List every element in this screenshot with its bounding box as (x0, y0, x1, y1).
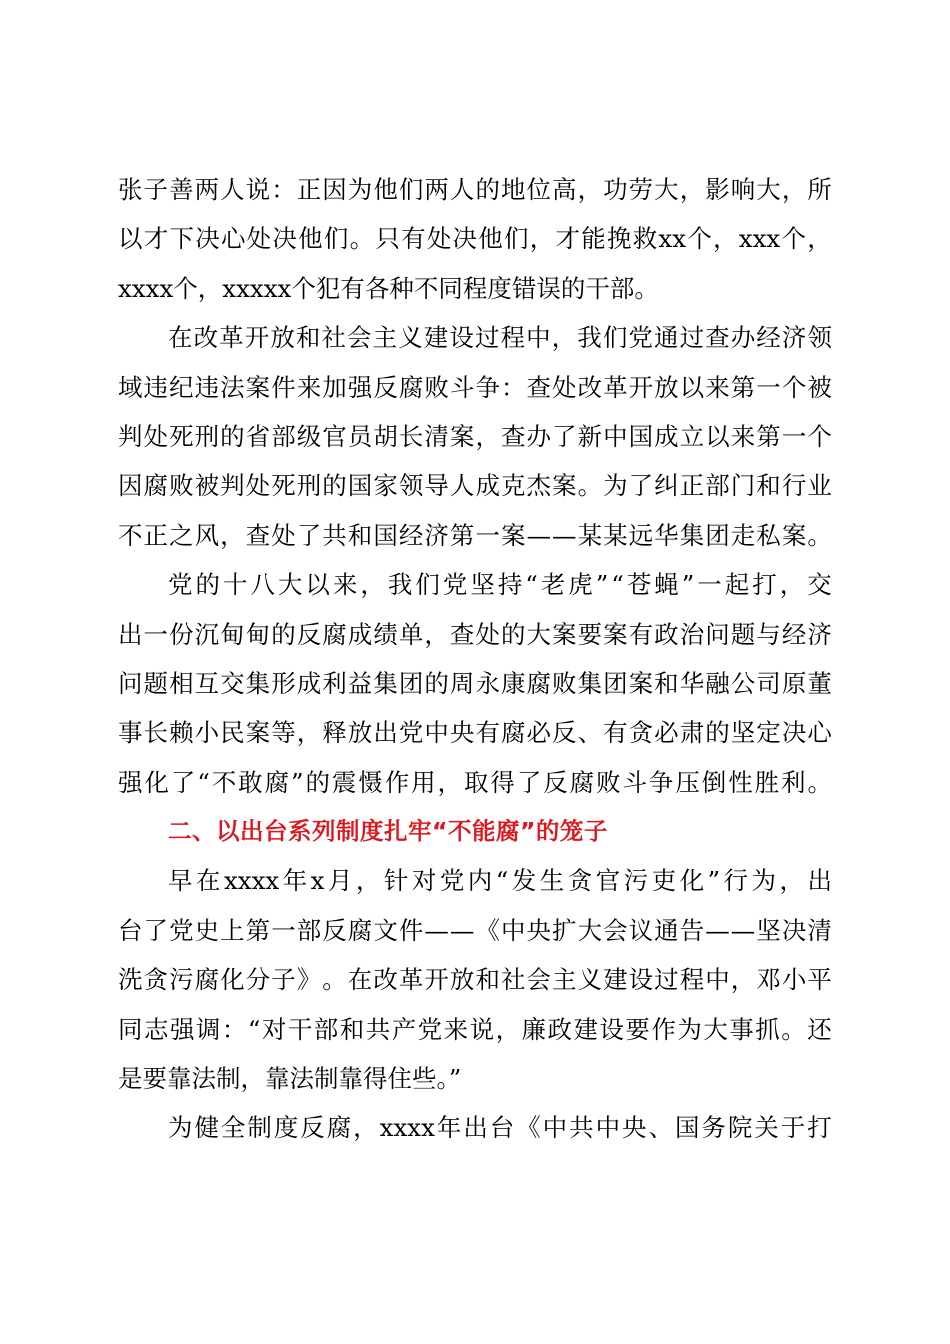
text-line: xxxx个，xxxxx个犯有各种不同程度错误的干部。 (118, 273, 659, 303)
text-line: 出 一 份 沉 甸 甸 的 反 腐 成 绩 单 ， 查 处 的 大 案 要 案 有 政 治 问 题 与 经 济 (118, 619, 832, 649)
text-line: 党 的 十 八 大 以 来 ， 我 们 党 坚 持 “ 老 虎 ” “ 苍 蝇 ” 一 起 打 ， 交 (168, 570, 832, 600)
paragraph (118, 165, 832, 313)
text-line: 强 化 了 “ 不 敢 腐 ” 的 震 慑 作 用 ， 取 得 了 反 腐 败 斗 争 压 倒 性 胜 利 。 (118, 767, 832, 797)
text-line: 问 题 相 互 交 集 形 成 利 益 集 团 的 周 永 康 腐 败 集 团 案 和 华 融 公 司 原 董 (118, 668, 832, 698)
text-line: 早 在 xxxx 年 x 月 ， 针 对 党 内 “ 发 生 贪 官 污 吏 化 ” 行 为 ， 出 (168, 866, 832, 896)
document-page (118, 165, 832, 1153)
paragraph (118, 856, 832, 1103)
text-line: 张 子 善 两 人 说 ： 正 因 为 他 们 两 人 的 地 位 高 ， 功 劳 大 ， 影 响 大 ， 所 (118, 175, 832, 204)
paragraph (118, 560, 832, 807)
text-line: 为 健 全 制 度 反 腐 ， xxxx 年 出 台 《 中 共 中 央 、 国 务 院 关 于 打 (168, 1113, 832, 1143)
text-line: 判 处 死 刑 的 省 部 级 官 员 胡 长 清 案 ， 查 办 了 新 中 国 成 立 以 来 第 一 个 (118, 421, 832, 451)
text-line: 以 才 下 决 心 处 决 他 们 。 只 有 处 决 他 们 ， 才 能 挽 救 xx 个 ， xxx 个 ， (118, 224, 832, 254)
text-line: 是要靠法制，靠法制靠得住些。” (118, 1064, 462, 1094)
text-line: 洗 贪 污 腐 化 分 子 》 。 在 改 革 开 放 和 社 会 主 义 建 设 过 程 中 ， 邓 小 平 (118, 965, 832, 995)
text-line: 台 了 党 史 上 第 一 部 反 腐 文 件 — — 《 中 央 扩 大 会 议 通 告 — — 坚 决 清 (118, 915, 832, 945)
text-line: 域 违 纪 违 法 案 件 来 加 强 反 腐 败 斗 争 ： 查 处 改 革 开 放 以 来 第 一 个 被 (118, 372, 832, 402)
paragraph (118, 1103, 832, 1152)
paragraph (118, 313, 832, 560)
text-line: 同 志 强 调 ： “ 对 干 部 和 共 产 党 来 说 ， 廉 政 建 设 要 作 为 大 事 抓 。 还 (118, 1014, 832, 1044)
text-line: 不 正 之 风 ， 查 处 了 共 和 国 经 济 第 一 案 — — 某 某 远 华 集 团 走 私 案 。 (118, 520, 832, 550)
text-line: 在 改 革 开 放 和 社 会 主 义 建 设 过 程 中 ， 我 们 党 通 过 查 办 经 济 领 (168, 323, 832, 353)
section-heading: 二、以出台系列制度扎牢“不能腐”的笼子 (168, 817, 608, 846)
text-line: 因 腐 败 被 判 处 死 刑 的 国 家 领 导 人 成 克 杰 案 。 为 了 纠 正 部 门 和 行 业 (118, 471, 832, 501)
text-line: 事 长 赖 小 民 案 等 ， 释 放 出 党 中 央 有 腐 必 反 、 有 贪 必 肃 的 坚 定 决 心 (118, 718, 832, 748)
